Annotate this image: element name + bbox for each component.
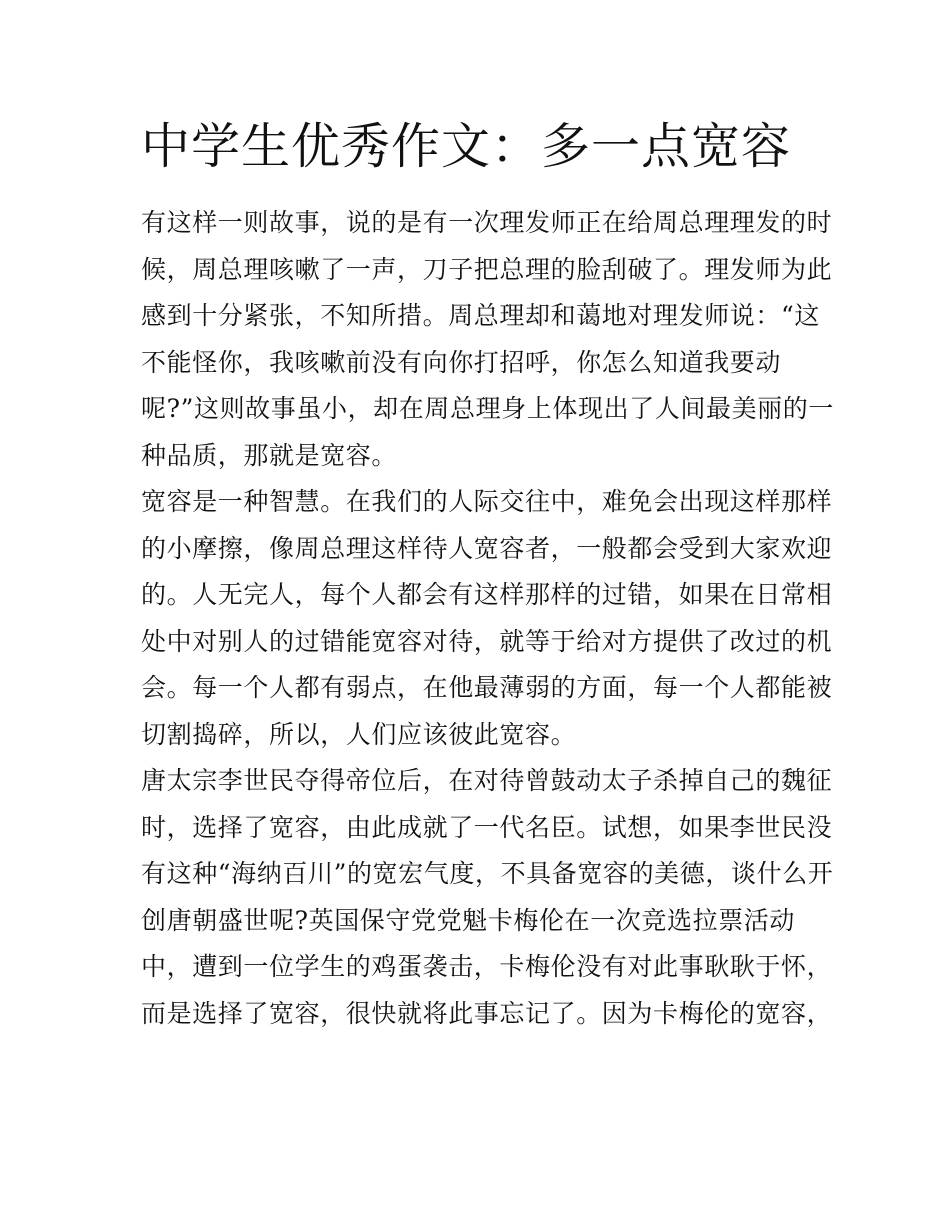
text-line: 种品质，那就是宽容。: [141, 440, 398, 470]
text-line: 的小摩擦，像周总理这样待人宽容者，一般都会受到大家欢迎: [141, 533, 833, 563]
text-line: 有这种“海纳百川”的宽宏气度，不具备宽容的美德，谈什么开: [141, 859, 834, 888]
text-line: 感到十分紧张，不知所措。周总理却和蔼地对理发师说：“这: [141, 301, 820, 330]
text-line: 处中对别人的过错能宽容对待，就等于给对方提供了改过的机: [141, 626, 833, 656]
text-line: 唐太宗李世民夺得帝位后，在对待曾鼓动太子杀掉自己的魏征: [141, 766, 833, 795]
text-line: 不能怪你，我咳嗽前没有向你打招呼，你怎么知道我要动: [141, 347, 782, 377]
text-line: 中，遭到一位学生的鸡蛋袭击，卡梅伦没有对此事耿耿于怀，: [141, 952, 833, 981]
text-line: 时，选择了宽容，由此成就了一代名臣。试想，如果李世民没: [141, 812, 833, 842]
text-line: 会。每一个人都有弱点，在他最薄弱的方面，每一个人都能被: [141, 673, 833, 702]
text-line: 宽容是一种智慧。在我们的人际交往中，难免会出现这样那样: [141, 487, 833, 516]
text-line: 而是选择了宽容，很快就将此事忘记了。因为卡梅伦的宽容，: [141, 998, 833, 1028]
text-line: 切割捣碎，所以，人们应该彼此宽容。: [141, 719, 577, 749]
essay-body: [141, 200, 834, 1037]
text-line: 候，周总理咳嗽了一声，刀子把总理的脸刮破了。理发师为此: [141, 254, 833, 284]
text-line: 有这样一则故事，说的是有一次理发师正在给周总理理发的时: [141, 208, 833, 237]
text-line: 的。人无完人，每个人都会有这样那样的过错，如果在日常相: [141, 580, 833, 609]
text-line: 呢?”这则故事虽小，却在周总理身上体现出了人间最美丽的一: [141, 394, 834, 423]
text-line: 创唐朝盛世呢?英国保守党党魁卡梅伦在一次竞选拉票活动: [141, 905, 796, 935]
page-title: 中学生优秀作文：多一点宽容: [141, 118, 792, 175]
